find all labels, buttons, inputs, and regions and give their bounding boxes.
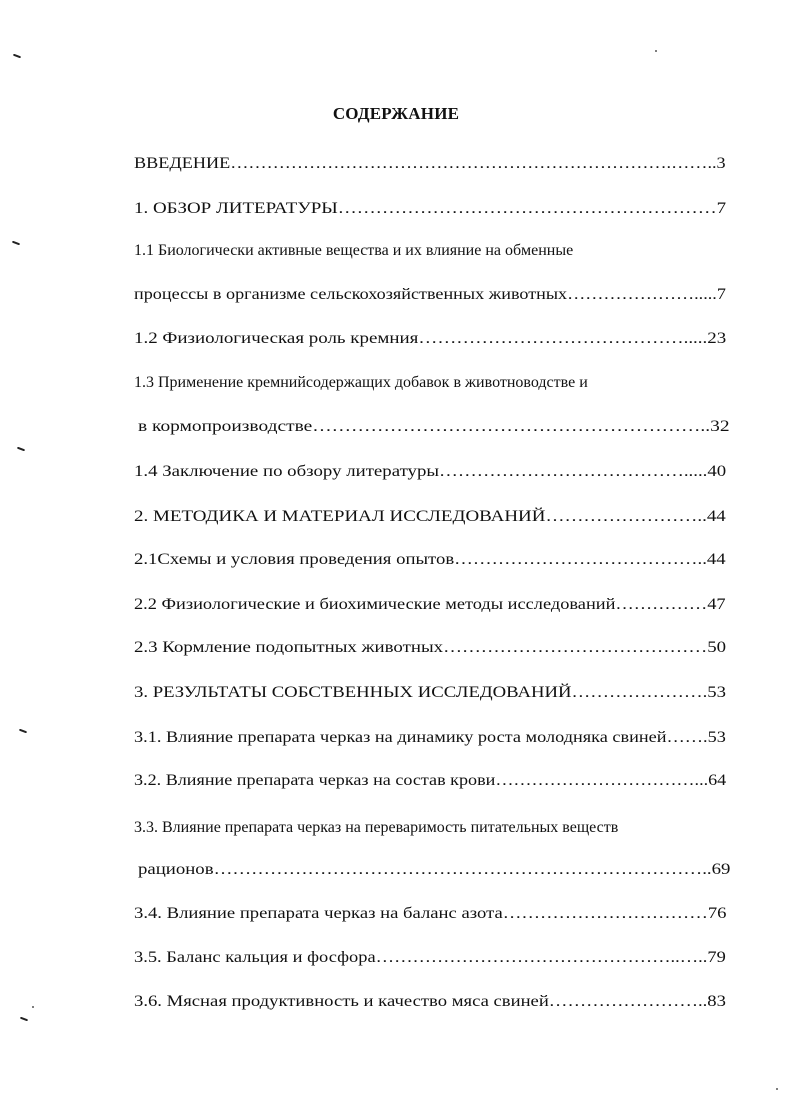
toc-line: 3. РЕЗУЛЬТАТЫ СОБСТВЕННЫХ ИССЛЕДОВАНИЙ………………….53 [134, 684, 726, 701]
toc-line: рационов……………………………………………………………………..69 [138, 861, 731, 878]
toc-line: 1.2 Физиологическая роль кремния…………………………………….....23 [134, 330, 727, 347]
toc-line: 3.3. Влияние препарата черказ на переваримость питательных веществ [134, 819, 619, 836]
scan-mark [19, 729, 27, 734]
scan-dot [655, 50, 657, 52]
toc-line: 1.4 Заключение по обзору литературы………………………………….....40 [134, 463, 727, 480]
toc-line: ВВЕДЕНИЕ……………………………………………………………….……..3 [134, 155, 726, 172]
toc-line: 1.3 Применение кремнийсодержащих добавок в животноводстве и [134, 374, 588, 391]
toc-line: 2.1Схемы и условия проведения опытов…………………………………..44 [134, 551, 726, 568]
scan-mark [20, 1017, 28, 1022]
scan-dot [32, 1006, 34, 1008]
toc-line: 3.4. Влияние препарата черказ на баланс азота……………………………76 [134, 905, 727, 922]
scan-mark [17, 447, 25, 452]
toc-line: 2. МЕТОДИКА И МАТЕРИАЛ ИССЛЕДОВАНИЙ……………………..44 [134, 508, 726, 525]
toc-line: 2.3 Кормление подопытных животных……………………………………50 [134, 639, 727, 656]
toc-line: 1.1 Биологически активные вещества и их влияние на обменные [134, 242, 574, 259]
toc-line: 2.2 Физиологические и биохимические методы исследований……………47 [134, 596, 726, 613]
toc-line: в кормопроизводстве……………………………………………………..32 [138, 418, 730, 435]
toc-line: 3.1. Влияние препарата черказ на динамику роста молодняка свиней…….53 [134, 729, 726, 746]
scan-dot [776, 1088, 778, 1090]
scan-mark [13, 54, 21, 59]
toc-line: 3.5. Баланс кальция и фосфора…………………………………………..…..79 [134, 949, 726, 966]
toc-line: процессы в организме сельскохозяйственных животных………………….....7 [134, 286, 726, 303]
toc-line: 3.6. Мясная продуктивность и качество мяса свиней……………………..83 [134, 993, 726, 1010]
page-title: СОДЕРЖАНИЕ [332, 104, 460, 123]
toc-line: 3.2. Влияние препарата черказ на состав крови……………………………...64 [134, 772, 727, 789]
toc-line: 1. ОБЗОР ЛИТЕРАТУРЫ……………………………………………………7 [134, 200, 727, 217]
scan-mark [12, 241, 20, 246]
